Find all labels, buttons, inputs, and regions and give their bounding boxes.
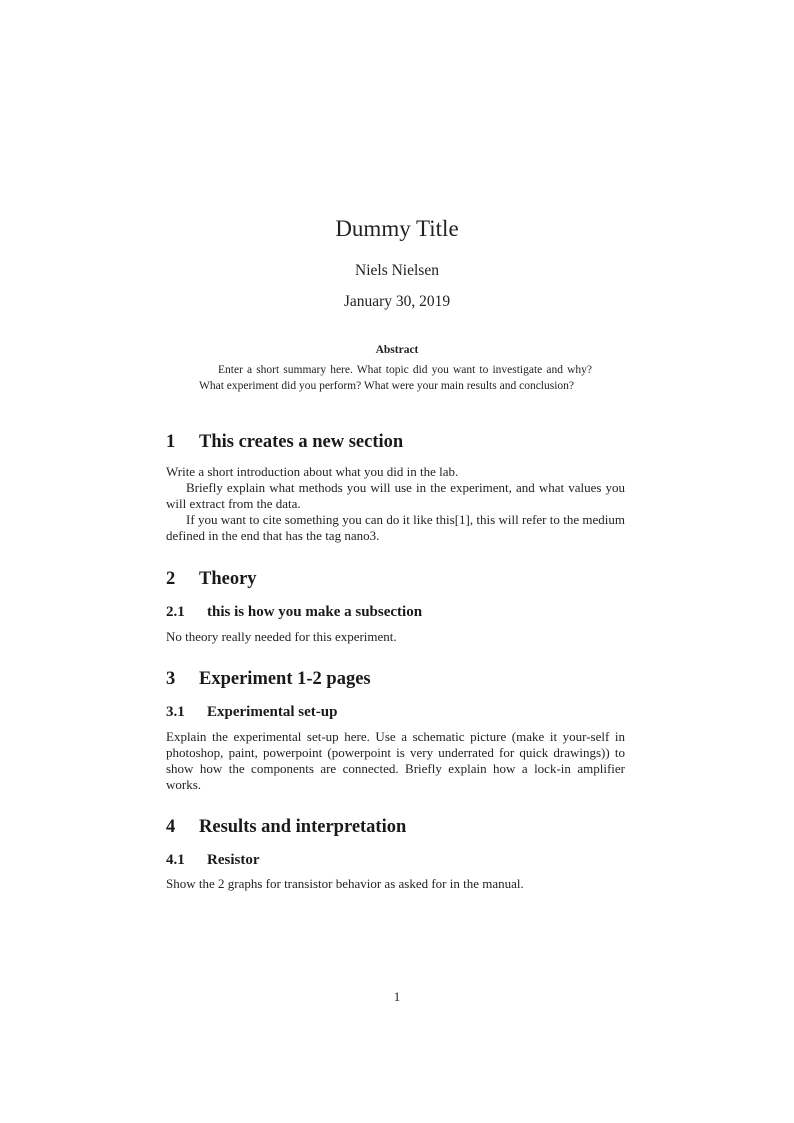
subsection-heading-4-1: [166, 851, 260, 869]
subsection-title: this is how you make a subsection: [207, 604, 423, 620]
paragraph: Write a short introduction about what you did in the lab.: [166, 464, 459, 479]
subsection-heading-2-1: [166, 603, 422, 621]
subsection-heading-3-1: [166, 703, 337, 721]
section-heading-3: [166, 668, 371, 690]
subsection-3-1-body: [166, 729, 625, 793]
section-title: This creates a new section: [199, 432, 404, 452]
section-1-body: [166, 464, 625, 544]
section-number: 2: [166, 569, 176, 589]
abstract-text: Enter a short summary here. What topic did you want to investigate and why? What experiment did you perform? What were your main results and conclusion?: [199, 364, 592, 392]
subsection-number: 3.1: [166, 704, 185, 720]
section-title: Experiment 1-2 pages: [199, 669, 371, 689]
section-heading-4: [166, 816, 406, 838]
subsection-2-1-body: [166, 629, 625, 645]
section-heading-2: [166, 568, 257, 590]
section-heading-1: [166, 431, 403, 453]
paragraph: Explain the experimental set-up here. Use a schematic picture (make it your-self in photoshop, paint, powerpoint (powerpoint is very underrated for quick drawings)) to show how the components are connected. Briefly explain how a lock-in amplifier works.: [166, 729, 625, 792]
section-number: 4: [166, 817, 176, 837]
document-date: January 30, 2019: [343, 293, 451, 310]
paragraph: If you want to cite something you can do it like this[1], this will refer to the medium defined in the end that has the tag nano3.: [166, 512, 625, 543]
page-number: 1: [393, 989, 401, 1004]
paragraph: Briefly explain what methods you will use in the experiment, and what values you will extract from the data.: [166, 480, 625, 511]
section-number: 3: [166, 669, 176, 689]
subsection-number: 2.1: [166, 604, 185, 620]
author-name: Niels Nielsen: [355, 262, 439, 279]
section-number: 1: [166, 432, 176, 452]
abstract-heading: Abstract: [375, 344, 419, 356]
paragraph: No theory really needed for this experiment.: [166, 629, 397, 644]
subsection-4-1-body: [166, 876, 625, 892]
paragraph: Show the 2 graphs for transistor behavior as asked for in the manual.: [166, 876, 524, 891]
subsection-title: Resistor: [207, 852, 260, 868]
subsection-number: 4.1: [166, 852, 185, 868]
document-title: Dummy Title: [335, 216, 459, 241]
subsection-title: Experimental set-up: [207, 704, 338, 720]
section-title: Theory: [199, 569, 257, 589]
section-title: Results and interpretation: [199, 817, 407, 837]
